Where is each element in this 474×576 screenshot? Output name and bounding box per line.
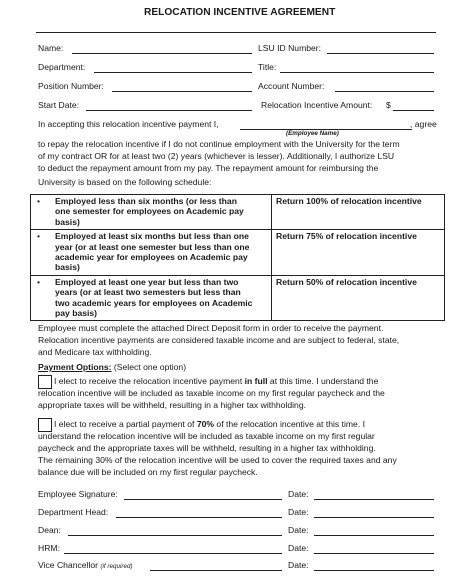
repayment-schedule-table [30,194,445,321]
vice-chancellor-label: Vice Chancellor (if required) [38,560,133,570]
option2-line-4: The remaining 30% of the relocation incentive will be used to cover the required taxes and any [38,455,397,465]
intro-line-1a: In accepting this relocation incentive payment I, [38,119,219,129]
title-rule [36,32,436,33]
vice-chancellor-signature-field[interactable] [150,570,282,571]
title-label: Title: [258,62,277,72]
currency-symbol: $ [386,100,391,110]
bullet: • [37,276,41,287]
employee-signature-label: Employee Signature: [38,489,118,499]
if-required-note: (if required) [100,563,133,570]
option2-line-3: paycheck and the appropriate taxes will be withheld, resulting in a higher tax withholding. [38,443,376,453]
option2-line-2: understand the relocation incentive will be included as taxable income on my first regular [38,431,375,441]
amount-field[interactable] [393,110,434,111]
table-row [31,230,445,276]
intro-line-1b: , agree [410,119,437,129]
start-date-field[interactable] [86,110,252,111]
intro-line-5: University is based on the following schedule: [38,177,212,187]
hrm-date-field[interactable] [314,553,434,554]
schedule-condition: • Employed at least one year but less than two years (or at least two semesters but less than two academic years for employees on Academic pay basis) [31,275,272,321]
account-label: Account Number: [258,81,325,91]
intro-line-4: to deduct the repayment amount from my pay. The repayment amount for reimbursing the [38,163,379,173]
account-field[interactable] [335,91,434,92]
name-label: Name: [38,43,64,53]
start-date-label: Start Date: [38,100,80,110]
lsu-id-field[interactable] [327,53,434,54]
dept-head-date-label: Date: [288,507,309,517]
partial-payment-checkbox[interactable] [38,418,52,432]
option2-line-1: I elect to receive a partial payment of 70% of the relocation incentive at this time. I [54,419,365,429]
page-title: RELOCATION INCENTIVE AGREEMENT [144,7,336,18]
table-row [31,195,445,230]
schedule-condition: • Employed less than six months (or less than one semester for employees on Academic pay basis) [31,195,272,230]
option1-line-2: relocation incentive will be included as taxable income on my first regular paycheck and the [38,388,385,398]
full-payment-checkbox[interactable] [38,375,52,389]
deposit-line-1: Employee must complete the attached Direct Deposit form in order to receive the payment. [38,323,384,333]
vc-date-label: Date: [288,560,309,570]
intro-line-2: to repay the relocation incentive if I do not continue employment with the University for the term [38,139,400,149]
position-label: Position Number: [38,81,104,91]
dean-date-field[interactable] [314,535,434,536]
schedule-result: Return 100% of relocation incentive [272,195,445,230]
bullet: • [37,231,41,242]
dean-label: Dean: [38,525,61,535]
dept-head-signature-field[interactable] [116,517,282,518]
payment-options-heading: Payment Options: (Select one option) [38,362,187,372]
dean-signature-field[interactable] [68,535,282,536]
intro-line-3: of my contract OR for at least two (2) years (whichever is lesser). Additionally, I authorize LSU [38,151,395,161]
employee-date-field[interactable] [314,499,434,500]
department-label: Department: [38,62,86,72]
hrm-label: HRM: [38,543,60,553]
schedule-condition: • Employed at least six months but less than one year (or at least one semester but less than one academic year for employees on Academic pay basis) [31,230,272,276]
department-field[interactable] [94,72,252,73]
employee-date-label: Date: [288,489,309,499]
option1-line-1: I elect to receive the relocation incentive payment in full at this time. I understand the [54,376,379,386]
position-field[interactable] [112,91,252,92]
dept-head-date-field[interactable] [314,517,434,518]
dept-head-label: Department Head: [38,507,109,517]
amount-label: Relocation Incentive Amount: [261,100,373,110]
option2-line-5: balance due will be included on my first regular paycheck. [38,467,258,477]
dean-date-label: Date: [288,525,309,535]
table-row [31,275,445,321]
title-field[interactable] [280,72,434,73]
employee-signature-field[interactable] [124,499,282,500]
hrm-signature-field[interactable] [64,553,282,554]
deposit-line-3: and Medicare tax withholding. [38,347,152,357]
bullet: • [37,196,41,206]
option1-line-3: appropriate taxes will be withheld, resulting in a higher tax withholding. [38,400,306,410]
schedule-result: Return 50% of relocation incentive [272,275,445,321]
hrm-date-label: Date: [288,543,309,553]
deposit-line-2: Relocation incentive payments are considered taxable income and are subject to federal, state, [38,335,400,345]
name-field[interactable] [72,53,252,54]
employee-name-caption: (Employee Name) [286,130,339,137]
schedule-result: Return 75% of relocation incentive [272,230,445,276]
vc-date-field[interactable] [314,570,434,571]
lsu-id-label: LSU ID Number: [258,43,322,53]
